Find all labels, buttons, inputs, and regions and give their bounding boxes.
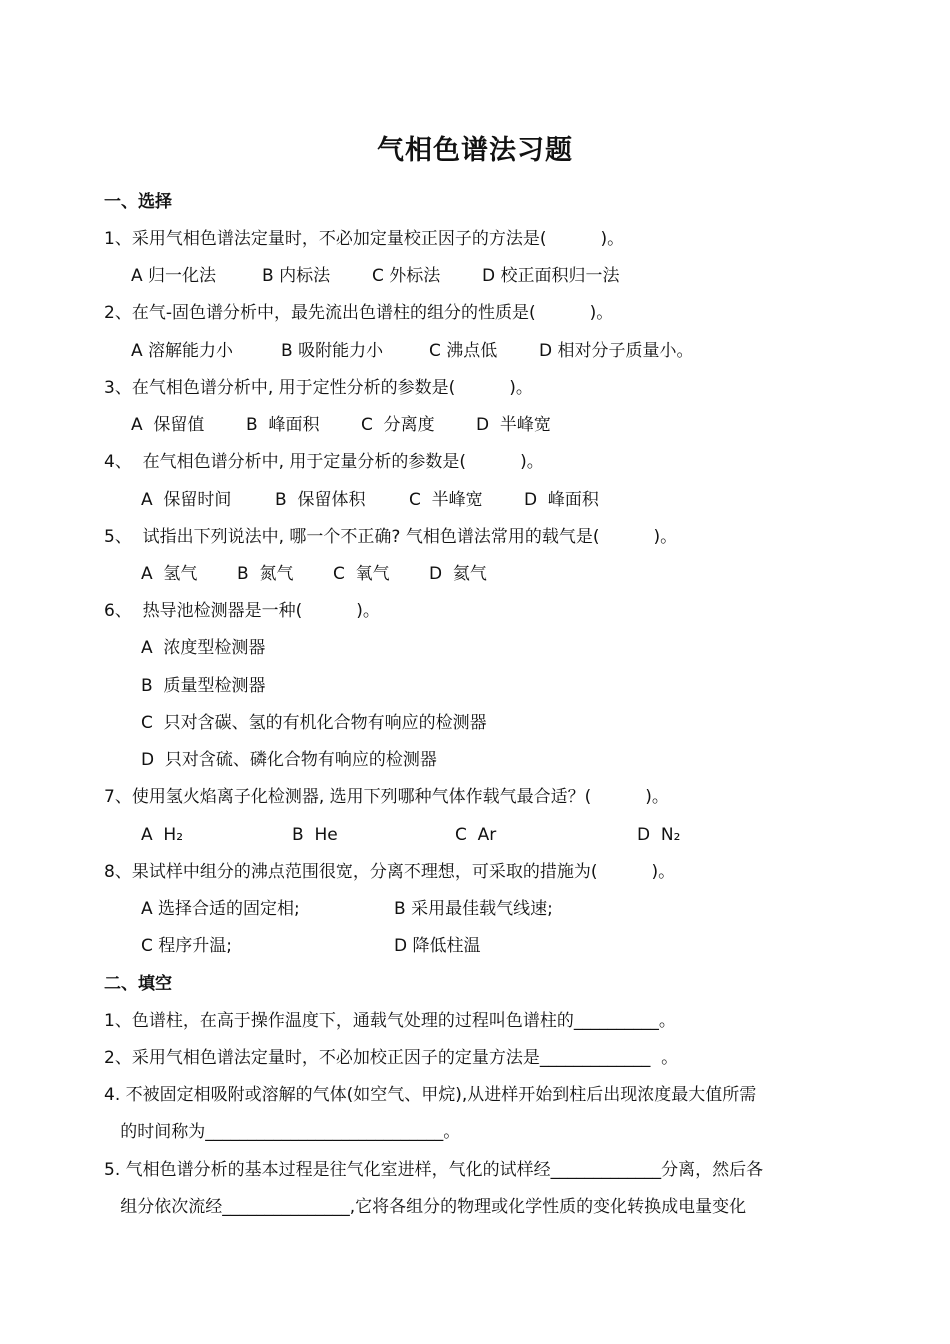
section-heading-choice: 一、选择	[104, 192, 172, 212]
question-7-option-d: D N₂	[637, 825, 681, 845]
question-3-option-d: D 半峰宽	[476, 415, 551, 435]
question-5-option-a: A 氢气	[141, 564, 198, 584]
question-4-option-d: D 峰面积	[524, 490, 599, 510]
question-7: 7、使用氢火焰离子化检测器, 选用下列哪种气体作载气最合适？( )。	[104, 787, 669, 807]
question-1-option-d: D 校正面积归一法	[482, 266, 620, 286]
question-6: 6、 热导池检测器是一种( )。	[104, 601, 380, 621]
question-1-option-c: C 外标法	[372, 266, 441, 286]
question-6-option-c: C 只对含碳、氢的有机化合物有响应的检测器	[141, 713, 487, 733]
fill-in-line-3: 4. 不被固定相吸附或溶解的气体(如空气、甲烷),从进样开始到柱后出现浓度最大值所需	[104, 1085, 757, 1105]
question-8-option-c: C 程序升温;	[141, 936, 233, 956]
question-4-option-c: C 半峰宽	[409, 490, 483, 510]
fill-in-line-4: 的时间称为____________________________。	[104, 1122, 461, 1142]
question-7-option-c: C Ar	[455, 825, 497, 845]
question-2-option-c: C 沸点低	[429, 341, 498, 361]
question-7-option-a: A H₂	[141, 825, 184, 845]
question-3-option-c: C 分离度	[361, 415, 435, 435]
question-6-option-a: A 浓度型检测器	[141, 638, 266, 658]
question-6-option-d: D 只对含硫、磷化合物有响应的检测器	[141, 750, 437, 770]
question-4-option-a: A 保留时间	[141, 490, 232, 510]
question-1: 1、采用气相色谱法定量时，不必加定量校正因子的方法是( )。	[104, 229, 625, 249]
question-2-option-b: B 吸附能力小	[281, 341, 384, 361]
question-6-option-b: B 质量型检测器	[141, 676, 266, 696]
question-2-option-d: D 相对分子质量小。	[539, 341, 694, 361]
fill-in-line-6: 组分依次流经_______________,它将各组分的物理或化学性质的变化转换成电量变化	[104, 1197, 747, 1217]
question-8: 8、果试样中组分的沸点范围很宽，分离不理想，可采取的措施为( )。	[104, 862, 676, 882]
page-title: 气相色谱法习题	[377, 135, 573, 166]
question-5-option-d: D 氦气	[429, 564, 487, 584]
question-3-option-a: A 保留值	[131, 415, 205, 435]
question-3-option-b: B 峰面积	[246, 415, 320, 435]
question-2: 2、在气-固色谱分析中，最先流出色谱柱的组分的性质是( )。	[104, 303, 614, 323]
fill-in-line-2: 2、采用气相色谱法定量时，不必加校正因子的定量方法是_____________ 。	[104, 1048, 679, 1068]
question-5: 5、 试指出下列说法中, 哪一个不正确? 气相色谱法常用的载气是( )。	[104, 527, 678, 547]
question-7-option-b: B He	[292, 825, 338, 845]
question-8-option-b: B 采用最佳载气线速;	[394, 899, 553, 919]
fill-in-line-1: 1、色谱柱，在高于操作温度下，通载气处理的过程叫色谱柱的__________。	[104, 1011, 676, 1031]
question-1-option-b: B 内标法	[262, 266, 331, 286]
question-3: 3、在气相色谱分析中, 用于定性分析的参数是( )。	[104, 378, 533, 398]
question-8-option-a: A 选择合适的固定相;	[141, 899, 300, 919]
fill-in-line-5: 5. 气相色谱分析的基本过程是往气化室进样，气化的试样经_____________分离，然后各	[104, 1160, 764, 1180]
question-5-option-b: B 氮气	[237, 564, 294, 584]
question-5-option-c: C 氧气	[333, 564, 390, 584]
question-1-option-a: A 归一化法	[131, 266, 217, 286]
question-2-option-a: A 溶解能力小	[131, 341, 234, 361]
question-4-option-b: B 保留体积	[275, 490, 366, 510]
section-heading-fill-in: 二、填空	[104, 974, 172, 994]
question-8-option-d: D 降低柱温	[394, 936, 481, 956]
question-4: 4、 在气相色谱分析中, 用于定量分析的参数是( )。	[104, 452, 544, 472]
